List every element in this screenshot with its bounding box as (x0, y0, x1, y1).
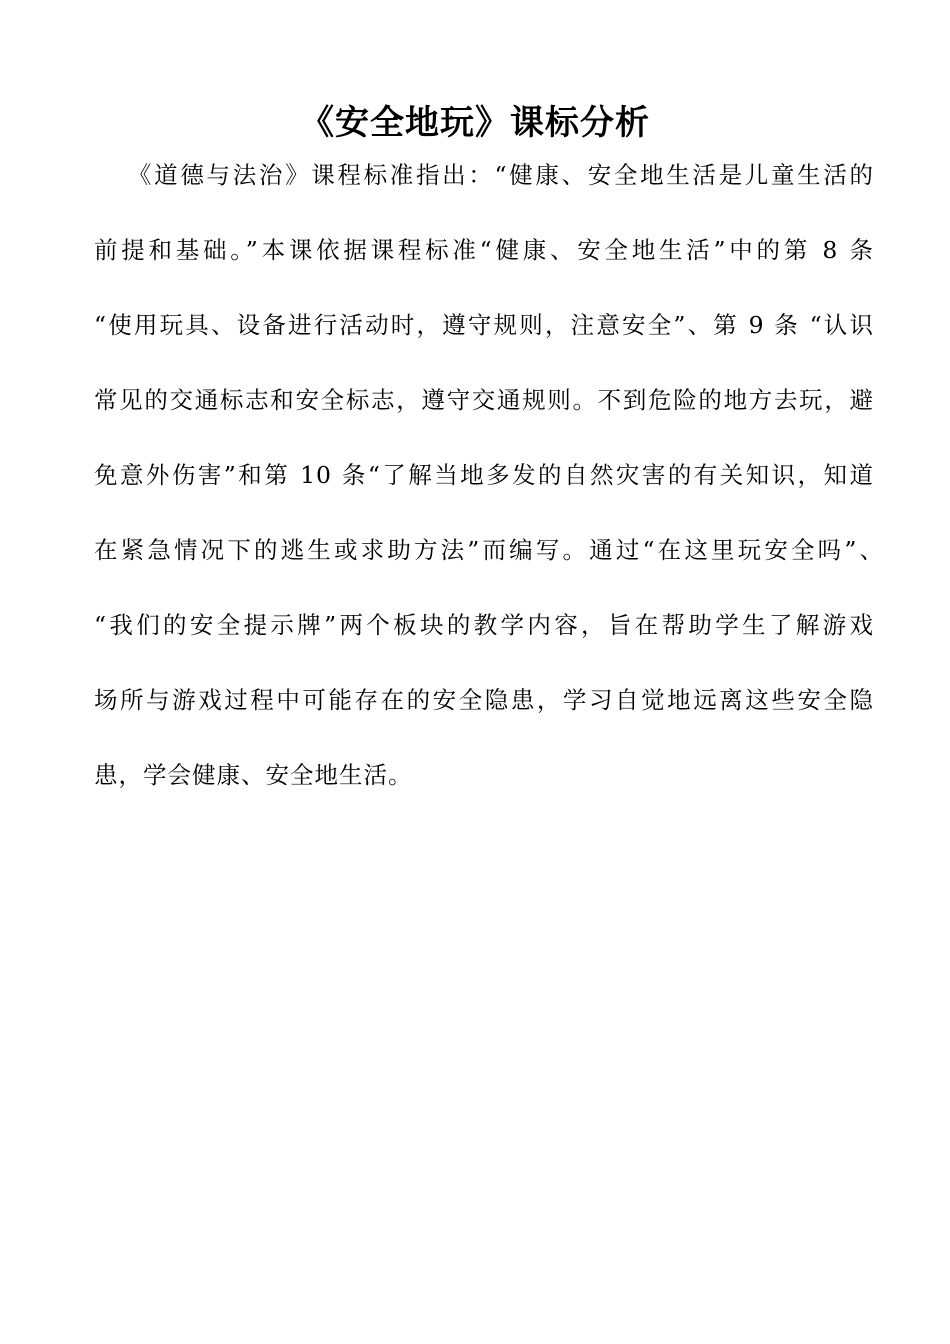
paragraph-line: 前提和基础。”本课依据课程标准“健康、安全地生活”中的第 8 条 (94, 236, 874, 264)
document-title: 《安全地玩》课标分析 (300, 103, 650, 143)
paragraph-line: “我们的安全提示牌”两个板块的教学内容，旨在帮助学生了解游戏 (94, 611, 874, 639)
paragraph-line: 在紧急情况下的逃生或求助方法”而编写。通过“在这里玩安全吗”、 (94, 536, 884, 564)
paragraph-line: 场所与游戏过程中可能存在的安全隐患，学习自觉地远离这些安全隐 (94, 686, 874, 714)
paragraph-line: “使用玩具、设备进行活动时，遵守规则，注意安全”、第 9 条 “认识 (94, 311, 874, 339)
paragraph-line: 《道德与法治》课程标准指出：“健康、安全地生活是儿童生活的 (128, 161, 874, 189)
paragraph-line: 常见的交通标志和安全标志，遵守交通规则。不到危险的地方去玩，避 (94, 386, 874, 414)
paragraph-line: 患，学会健康、安全地生活。 (94, 761, 413, 789)
paragraph-line: 免意外伤害”和第 10 条“了解当地多发的自然灾害的有关知识，知道 (94, 461, 874, 489)
